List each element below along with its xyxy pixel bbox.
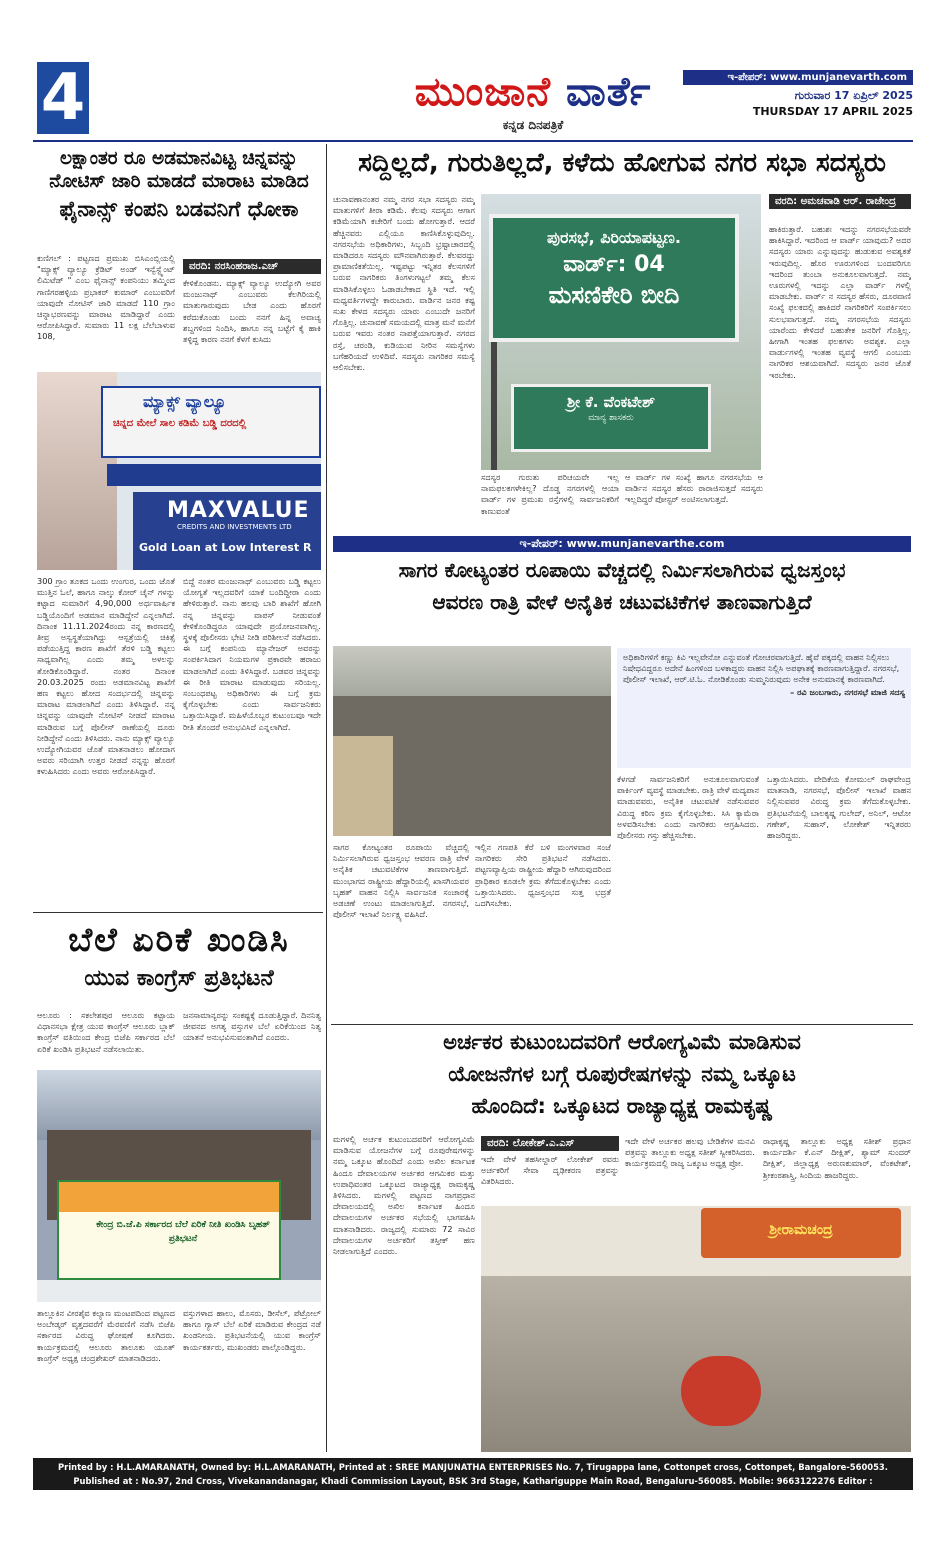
council-col-bottom-1: ಸದಸ್ಯರ ಗುರುತು ಪರಿಚಯವೇ ಇಲ್ಲ ನಾಮಫಲಕಗಳೇಕಿಲ್ಲ? ದೊಡ್ಡ ನಗರಗಳಲ್ಲಿ ಆಯಾ ವಾರ್ಡ್ ಗಳ ಪ್ರಮುಖ ರಸ್ತೆಗಳಲ್ಲಿ ಸಾರ್ವಜನಿಕರಿಗೆ ಕಾಣುವಂತೆ — [481, 472, 619, 516]
finance-col1-top: ಕುಣಿಗಲ್ : ಪಟ್ಟಣದ ಪ್ರಮುಖ ಬಿಸಿಎಂಬ್ಲಿಯಲ್ಲಿ "ಮ್ಯಾಕ್ಸ್ ವ್ಯಾಲ್ಯೂ ಕ್ರೆಡಿಟ್ ಅಂಡ್ ಇನ್ವೆಸ್ಟ್ಮೆಂಟ್ ಲಿಮಿಟೆಡ್ " ಎಂಬ ಫೈನಾನ್ಸ್ ಕಂಪನಿಯು ತಮ್ಮಿಂದ ಗಾಣಿಗರಹಳ್ಳಿಯ ಪ್ರಭಾಕರ್ ಕುಮಾರ್ ಎಂಬುವರಿಗೆ ಯಾವುದೇ ನೋಟಿಸ್ ಜಾರಿ ಮಾಡದೆ 110 ಗ್ರಾಂ ಚಿನ್ನಾಭರಣವನ್ನು ಮಾರಾಟ ಮಾಡಿದ್ದಾರೆ ಎಂದು ಆರೋಪಿಸಿದ್ದಾರೆ. ಸುಮಾರು 11 ಲಕ್ಷ ಬೆಲೆಬಾಳುವ 108, — [37, 253, 175, 342]
imprint-line-1: Printed by : H.L.AMARANATH, Owned by: H.L.AMARANATH, Printed at : SREE MANJUNATHA ENTERPRISES No. 7, Tirugappa lane, Cottonpet cross, Cottonpet, Bangalore-560053. — [58, 1462, 888, 1472]
header-rule — [33, 140, 913, 142]
flag-quote-source: – ರವಿ ಜಂಬಗಾರು, ನಗರಸಭೆ ಮಾಜಿ ಸದಸ್ಯ — [790, 687, 905, 697]
priest-col3: ಇದೇ ವೇಳೆ ಅರ್ಚಕರ ಹಲವು ಬೇಡಿಕೆಗಳ ಮನವಿ ಪತ್ರವನ್ನು ತಾಲ್ಲೂಕು ಅಧ್ಯಕ್ಷ ಸತೀಶ್ ಸ್ವೀಕರಿಸಿದರು. ಕಾರ್ಯಕ್ರಮದಲ್ಲಿ ರಾಜ್ಯ ಒಕ್ಕೂಟ ಅಧ್ಯಕ್ಷ ಪ್ರೋ. — [625, 1136, 755, 1169]
flag-col1: ಸಾಗರ ಕೋಟ್ಯಂತರ ರೂಪಾಯಿ ವೆಚ್ಚದಲ್ಲಿ ನಿರ್ಮಿಸಲಾಗಿರುವ ಧ್ವಜಸ್ತಂಭ ಆವರಣ ರಾತ್ರಿ ವೇಳೆ ಅನೈತಿಕ ಚಟುವಟಿಕೆಗಳ ತಾಣವಾಗುತ್ತಿದೆ. ಮುಂಭಾಗದ ರಾಷ್ಟ್ರೀಯ ಹೆದ್ದಾರಿಯಲ್ಲಿ ಖಾಸಗಿಯವರ ಬೃಹತ್ ವಾಹನ ನಿಲ್ಲಿಸಿ ಸಾರ್ವಜನಿಕ ಸಂಚಾರಕ್ಕೆ ಅಡಚಣೆ ಉಂಟು ಮಾಡಲಾಗುತ್ತಿದೆ. ನಗರಸಭೆ, ಪೊಲೀಸ್ ಇಲಾಖೆ ನಿರ್ಲಕ್ಷ್ಯ ವಹಿಸಿದೆ. — [333, 842, 469, 920]
newspaper-page — [33, 58, 913, 1500]
epaper-banner[interactable]: ಇ-ಪೇಪರ್: www.munjanevarthe.com — [333, 536, 911, 552]
masthead — [393, 68, 673, 118]
banner-text: ಕೇಂದ್ರ ಬಿ.ಜೆ.ಪಿ ಸರ್ಕಾರದ ಬೆಲೆ ಏರಿಕೆ ನೀತಿ ಖಂಡಿಸಿ ಬೃಹತ್ ಪ್ರತಿಭಟನೆ — [96, 1220, 270, 1244]
council-photo — [481, 194, 761, 470]
flag-photo — [333, 646, 611, 836]
protest-banner — [57, 1180, 281, 1280]
areca-headline-1: ಬೆಲೆ ಏರಿಕೆ ಖಂಡಿಸಿ — [68, 920, 290, 959]
imprint-line-2: Published at : No.97, 2nd Cross, Vivekanandanagar, Khadi Commission Layout, BSK 3rd Stage, Kathariguppe Main Road, Bengaluru-560085. Mobile: 9663122276 Editor : H.L.AMARANATH — [73, 1476, 873, 1500]
photo-foreground — [37, 1280, 321, 1302]
flag-quote — [617, 648, 911, 768]
priest-headline-2: ಯೋಜನೆಗಳ ಬಗ್ಗೆ ರೂಪುರೇಷಗಳನ್ನು ನಮ್ಮ ಒಕ್ಕೂಟ — [448, 1062, 796, 1086]
photo-sign-text-1: ಮ್ಯಾಕ್ಸ್ ವ್ಯಾಲ್ಯೂ — [143, 392, 227, 411]
masthead-title-b: ವಾರ್ತೆ — [565, 68, 652, 115]
finance-headline-2: ನೋಟಿಸ್ ಜಾರಿ ಮಾಡದೆ ಮಾರಾಟ ಮಾಡಿದ — [49, 170, 309, 192]
finance-col2-bottom: ಬಿದ್ದೆ ನಂತರ ಮಂಜುನಾಥ್ ಎಂಬುವರು ಬಡ್ಡಿ ಕಟ್ಟಲು ಯೋಗ್ಯತೆ ಇಲ್ಲದವರಿಗೆ ಯಾಕೆ ಬಂದಿದ್ದೀರಾ ಎಂದು ಹೇಳಿರುತ್ತಾರೆ. ನಾನು ಹಲವು ಬಾರಿ ಶಾಖೆಗೆ ಹೋಗಿ ನನ್ನ ಚಿನ್ನವನ್ನು ವಾಪಸ್ ನೀಡುವಂತೆ ಕೇಳಿಕೊಂಡಿದ್ದರೂ ಯಾವುದೇ ಪ್ರಯೋಜನವಾಗಿಲ್ಲ. ಸ್ಥಳಕ್ಕೆ ಪೊಲೀಸರು ಭೇಟಿ ನೀಡಿ ಪರಿಶೀಲನೆ ನಡೆಸಿದರು. ಈ ಬಗ್ಗೆ ಕಂಪನಿಯ ಮ್ಯಾನೇಜರ್ ಅವರನ್ನು ಸಂಪರ್ಕಿಸಿದಾಗ ನಿಯಮಗಳ ಪ್ರಕಾರವೇ ಹರಾಜು ಮಾಡಲಾಗಿದೆ ಎಂದು ತಿಳಿಸಿದ್ದಾರೆ. ಬಡವರ ಚಿನ್ನವನ್ನು ಈ ರೀತಿ ಮಾರಾಟ ಮಾಡುವುದು ಸರಿಯಲ್ಲ. ಸಂಬಂಧಪಟ್ಟ ಅಧಿಕಾರಿಗಳು ಈ ಬಗ್ಗೆ ಕ್ರಮ ಕೈಗೊಳ್ಳಬೇಕು ಎಂದು ಸಾರ್ವಜನಿಕರು ಒತ್ತಾಯಿಸಿದ್ದಾರೆ. ಮಹಿಳೆಯೊಬ್ಬರ ಕುಟುಂಬವೂ ಇದೇ ರೀತಿ ತೊಂದರೆ ಅನುಭವಿಸಿದೆ ಎನ್ನಲಾಗಿದೆ. — [183, 576, 321, 732]
masthead-tagline: ಕನ್ನಡ ದಿನಪತ್ರಿಕೆ — [502, 118, 564, 132]
ward-sign-text-2: ವಾರ್ಡ್: 04 — [563, 252, 665, 277]
section-rule — [33, 912, 323, 913]
flag-headline-1: ಸಾಗರ ಕೋಟ್ಯಂತರ ರೂಪಾಯಿ ವೆಚ್ಚದಲ್ಲಿ ನಿರ್ಮಿಸಲಾಗಿರುವ ಧ್ವಜಸ್ತಂಭ — [398, 558, 846, 582]
photo-sign-upper — [101, 386, 321, 458]
photo-sign-text-2: ಚಿನ್ನದ ಮೇಲೆ ಸಾಲ ಕಡಿಮೆ ಬಡ್ಡಿ ದರದಲ್ಲಿ — [113, 418, 247, 429]
imprint-footer — [33, 1458, 913, 1500]
photo-sign-text-4: CREDITS AND INVESTMENTS LTD — [177, 523, 292, 531]
masthead-title-a: ಮುಂಜಾನೆ — [414, 68, 552, 115]
council-col-right: ಹಾಕಿರುತ್ತಾರೆ. ಬಹುಶಃ ಇದನ್ನು ನಗರಸಭೆಯವರೇ ಹಾಕಿಸಿದ್ದಾರೆ. ಇದರಿಂದ ಆ ವಾರ್ಡ್ ಯಾವುದು? ಅದರ ಸದಸ್ಯರು ಯಾರು ಎನ್ನುವುದನ್ನು ಹುಡುಕುವ ಅವಶ್ಯಕತೆ ಇರುವುದಿಲ್ಲ. ಹೊರ ಊರುಗಳಿಂದ ಬಂದವರಿಗೂ ಇದರಿಂದ ತುಂಬಾ ಅನುಕೂಲವಾಗುತ್ತದೆ. ನಮ್ಮ ಊರುಗಳಲ್ಲಿ ಇದನ್ನು ಎಲ್ಲಾ ವಾರ್ಡ್ ಗಳಲ್ಲಿ ಮಾಡಬೇಕು. ವಾರ್ಡ್ ನ ಸದಸ್ಯರ ಹೆಸರು, ದೂರವಾಣಿ ಸಂಖ್ಯೆ ಫಲಕದಲ್ಲಿ ಹಾಕಿದರೆ ನಾಗರಿಕರಿಗೆ ಸಂಪರ್ಕಿಸಲು ಸುಲಭವಾಗುತ್ತದೆ. ನಮ್ಮ ನಗರಸಭೆಯ ಸದಸ್ಯರು ಯಾರೆಂದು ಕೇಳಿದರೆ ಬಹುತೇಕ ಜನರಿಗೆ ಗೊತ್ತಿಲ್ಲ. ಹೀಗಾಗಿ ಇಂತಹ ಫಲಕಗಳು ಅವಶ್ಯಕ. ಎಲ್ಲಾ ವಾರ್ಡುಗಳಲ್ಲಿ ಇಂತಹ ವ್ಯವಸ್ಥೆ ಆಗಲಿ ಎಂಬುದು ನಾಗರಿಕರ ಆಶಯವಾಗಿದೆ. ಸದಸ್ಯರು ಜನರ ಜೊತೆ ಇರಬೇಕು. — [769, 224, 911, 380]
finance-article — [37, 148, 321, 223]
date-english: THURSDAY 17 APRIL 2025 — [752, 105, 913, 118]
priest-col2: ಇದೇ ವೇಳೆ ತಹಸೀಲ್ದಾರ್ ಲೋಕೇಶ್ ರವರು ಅರ್ಚಕರಿಗೆ ಸೇವಾ ದೃಢೀಕರಣ ಪತ್ರವನ್ನು ವಿತರಿಸಿದರು. — [481, 1154, 619, 1187]
photo-sign-text-5: Gold Loan at Low Interest R — [139, 541, 312, 554]
council-headline: ಸದ್ದಿಲ್ಲದೆ, ಗುರುತಿಲ್ಲದೆ, ಕಳೆದು ಹೋಗುವ ನಗರ ಸಭಾ ಸದಸ್ಯರು — [358, 148, 886, 178]
photo-sign-text-3: MAXVALUE — [167, 498, 310, 523]
photo-garland — [681, 1356, 761, 1426]
council-byline: ವರದಿ: ಅಮಚವಾಡಿ ಆರ್. ರಾಜೇಂದ್ರ — [769, 194, 911, 209]
photo-temple-banner — [701, 1208, 901, 1258]
photo-temple-banner-text: ಶ್ರೀರಾಮಚಂದ್ರ — [769, 1222, 833, 1238]
flag-col3: ಕೆಳಗಡೆ ಸಾರ್ವಜನಿಕರಿಗೆ ಅನುಕೂಲವಾಗುವಂತೆ ಪಾರ್ಕಿಂಗ್ ವ್ಯವಸ್ಥೆ ಮಾಡಬೇಕು. ರಾತ್ರಿ ವೇಳೆ ಮದ್ಯಪಾನ ಮಾಡುವವರು, ಅನೈತಿಕ ಚಟುವಟಿಕೆ ನಡೆಸುವವರ ವಿರುದ್ಧ ಕಠಿಣ ಕ್ರಮ ಕೈಗೊಳ್ಳಬೇಕು. ಸಿಸಿ ಕ್ಯಾಮೆರಾ ಅಳವಡಿಸಬೇಕು ಎಂದು ನಾಗರಿಕರು ಆಗ್ರಹಿಸಿದರು. ಪೊಲೀಸರು ಗಸ್ತು ಹೆಚ್ಚಿಸಬೇಕು. — [617, 774, 759, 841]
areca-col3: ತಾಲ್ಲೂಕಿನ ವೀರಶೈವ ಕಲ್ಯಾಣ ಮಂಟಪದಿಂದ ಪಟ್ಟಣದ ಅಂಬೇಡ್ಕರ್ ವೃತ್ತದವರೆಗೆ ಮೆರವಣಿಗೆ ನಡೆಸಿ ಬಿಜೆಪಿ ಸರ್ಕಾರದ ವಿರುದ್ಧ ಘೋಷಣೆ ಕೂಗಿದರು. ಕಾರ್ಯಕ್ರಮದಲ್ಲಿ ಆಲೂರು ತಾಲೂಕು ಯೂತ್ ಕಾಂಗ್ರೆಸ್ ಅಧ್ಯಕ್ಷ ಚಂದ್ರಶೇಖರ್ ಮಾತನಾಡಿದರು. — [37, 1308, 175, 1363]
banner-header — [59, 1182, 279, 1212]
flag-col4: ಒತ್ತಾಯಿಸಿದರು. ವೇದಿಕೆಯ ಕೋಮುಲ್ ರಾಘವೇಂದ್ರ ಮಾತನಾಡಿ, ನಗರಸಭೆ, ಪೊಲೀಸ್ ಇಲಾಖೆ ವಾಹನ ನಿಲ್ಲಿಸುವವರ ವಿರುದ್ಧ ಕ್ರಮ ತೆಗೆದುಕೊಳ್ಳಬೇಕು. ಪ್ರತಿಭಟನೆಯಲ್ಲಿ ಬಾಲಕೃಷ್ಣ ಗುಲೇದ್, ಅನಿಲ್, ಆಟೋ ಗಣೇಶ್, ಸುಹಾಸ್, ಲೋಕೇಶ್ ಇನ್ನಿತರರು ಹಾಜರಿದ್ದರು. — [767, 774, 911, 841]
mla-sign-text-1: ಶ್ರೀ ಕೆ. ವೆಂಕಟೇಶ್ — [566, 393, 656, 411]
photo-arrow-band — [107, 464, 321, 486]
council-col1: ಚುನಾವಣಾನಂತರ ನಮ್ಮ ನಗರ ಸಭಾ ಸದಸ್ಯರು ನಮ್ಮ ಮಾತುಗಳಿಗೆ ತೀರಾ ಕಡಿಮೆ. ಕೆಲವು ಸದಸ್ಯರು ಆಗಾಗ ಕಡಿಮೆಯಾಗಿ ಕಚೇರಿಗೆ ಬಂದು ಹೋಗುತ್ತಾರೆ. ಆದರೆ ಹೆಚ್ಚಿನವರು ಎಲ್ಲಿಯೂ ಕಾಣಿಸಿಕೊಳ್ಳುವುದಿಲ್ಲ. ನಗರಸಭೆಯ ಅಧಿಕಾರಿಗಳು, ಸಿಬ್ಬಂದಿ ಭ್ರಷ್ಟಾಚಾರದಲ್ಲಿ ಮಾಡಿದರೂ ಸದಸ್ಯರು ಮೌನವಾಗಿರುತ್ತಾರೆ. ಕೆಲವರದ್ದು ಪ್ರಾಮಾಣಿಕತೆಯಿಲ್ಲ. ಇಷ್ಟಪಟ್ಟು ಇನ್ನಿತರ ಕೆಲಸಗಳಿಗೆ ಬರುವ ನಾಗರಿಕರು ತಿಂಗಳುಗಟ್ಟಲೆ ತಮ್ಮ ಕೆಲಸ ಮಾಡಿಸಿಕೊಳ್ಳಲು ಓಡಾಡಬೇಕಾದ ಸ್ಥಿತಿ ಇದೆ. ಇಲ್ಲಿ ಮಧ್ಯವರ್ತಿಗಳದ್ದೇ ಕಾರುಬಾರು. ವಾರ್ಡಿನ ಜನರ ಕಷ್ಟ ಸುಖ ಕೇಳದ ಸದಸ್ಯರು ಯಾರು ಎಂಬುದೇ ಜನರಿಗೆ ಗೊತ್ತಿಲ್ಲ. ಚುನಾವಣೆ ಸಮಯದಲ್ಲಿ ಮಾತ್ರ ಮನೆ ಮನೆಗೆ ಬರುವ ಇವರು ನಂತರ ನಾಪತ್ತೆಯಾಗುತ್ತಾರೆ. ನಗರದ ರಸ್ತೆ, ಚರಂಡಿ, ಕುಡಿಯುವ ನೀರಿನ ಸಮಸ್ಯೆಗಳು ಬಗೆಹರಿಯದೆ ಉಳಿದಿವೆ. ಸದಸ್ಯರು ನಾಗರಿಕರ ಸಮಸ್ಯೆ ಆಲಿಸಬೇಕು. — [333, 194, 475, 373]
header-info — [683, 70, 913, 118]
finance-byline: ವರದಿ: ನರಸಿಂಹರಾಜ.ಎಚ್ — [183, 259, 321, 274]
finance-headline-1: ಲಕ್ಷಾಂತರ ರೂ ಅಡಮಾನವಿಟ್ಟ ಚಿನ್ನವನ್ನು — [60, 148, 298, 169]
sign-pole — [491, 342, 497, 470]
photo-sign-lower — [133, 492, 321, 570]
areca-col4: ವಸ್ತುಗಳಾದ ಹಾಲು, ಮೊಸರು, ಡೀಸೆಲ್, ಪೆಟ್ರೋಲ್ ಹಾಗೂ ಗ್ಯಾಸ್ ಬೆಲೆ ಏರಿಕೆ ಮಾಡಿರುವ ಕೇಂದ್ರದ ನಡೆ ಖಂಡನೀಯ. ಪ್ರತಿಭಟನೆಯಲ್ಲಿ ಯುವ ಕಾಂಗ್ರೆಸ್ ಕಾರ್ಯಕರ್ತರು, ಮುಖಂಡರು ಪಾಲ್ಗೊಂಡಿದ್ದರು. — [183, 1308, 321, 1352]
areca-photo — [37, 1070, 321, 1302]
finance-headline-3: ಫೈನಾನ್ಸ್ ಕಂಪನಿ ಬಡವನಿಗೆ ಧೋಕಾ — [59, 197, 299, 222]
epaper-link[interactable]: ಇ-ಪೇಪರ್: www.munjanevarth.com — [683, 70, 913, 85]
date-kannada: ಗುರುವಾರ 17 ಏಪ್ರಿಲ್ 2025 — [794, 89, 913, 102]
ward-sign-text-1: ಪುರಸಭೆ, ಪಿರಿಯಾಪಟ್ಟಣ. — [547, 228, 681, 247]
mla-sign-text-2: ಮಾನ್ಯ ಶಾಸಕರು — [588, 413, 634, 423]
priest-photo — [481, 1206, 911, 1452]
finance-col2-top: ಕೇಳಿಕೊಂಡನು. ಮ್ಯಾಕ್ಸ್ ವ್ಯಾಲ್ಯೂ ಉದ್ಯೋಗಿ ಅವರ ಮಂಜುನಾಥ್ ಎಂಬುವರು ಕೆಲಗಿರಿಯಲ್ಲಿ ಮಾತುಗಾರುವುದು ಬೇಡ ಎಂದು ಹೊರಗೆ ಕರೆದುಕೊಂಡು ಬಂದು ನನಗೆ ಹಿನ್ನ ಅವಾಚ್ಯ ಶಬ್ದಗಳಿಂದ ನಿಂದಿಸಿ, ಹಾಗೂ ನನ್ನ ಬಟ್ಟೆಗೆ ಕೈ ಹಾಕಿ ತಳ್ಳಿದ್ದ ಕಾರಣ ನನಗೆ ಕೆಳಗೆ ಕುಸಿದು — [183, 278, 321, 345]
priest-headline-3: ಹೊಂದಿದೆ: ಒಕ್ಕೂಟದ ರಾಜ್ಯಾಧ್ಯಕ್ಷ ರಾಮಕೃಷ್ಣ — [471, 1094, 773, 1118]
ward-sign — [489, 214, 739, 342]
page-number: 4 — [37, 62, 89, 134]
ward-sign-text-3: ಮಸಣಿಕೇರಿ ಬೀದಿ — [548, 281, 680, 309]
areca-article — [37, 920, 321, 993]
photo-police — [333, 736, 393, 836]
council-col-bottom-2: ಆ ವಾರ್ಡ್ ಗಳ ಸಂಖ್ಯೆ ಹಾಗೂ ನಗರಸಭೆಯ ಆ ವಾರ್ಡಿನ ಸದಸ್ಯರ ಹೆಸರು ರಾರಾಜಿಸುತ್ತದೆ ಸದಸ್ಯರು ಇಲ್ಲದಿದ್ದರೆ ಪೋಸ್ಟರ್ ಅಂಟಿಸಲಾಗುತ್ತದೆ. — [625, 472, 763, 505]
section-rule-2 — [331, 1024, 913, 1025]
priest-col1: ಮಗಳಲ್ಲಿ ಅರ್ಚಕ ಕುಟುಂಬದವರಿಗೆ ಆರೋಗ್ಯವಿಮೆ ಮಾಡಿಸುವ ಯೋಜನೆಗಳ ಬಗ್ಗೆ ರೂಪುರೇಷಗಳನ್ನು ನಮ್ಮ ಒಕ್ಕೂಟ ಹೊಂದಿದೆ ಎಂದು ಅಖಿಲ ಕರ್ನಾಟಕ ಹಿಂದೂ ದೇವಾಲಯಗಳ ಅರ್ಚಕರ ಆಗಮಿಕರ ಮತ್ತು ಉಪಾಧಿವಂತರ ಒಕ್ಕೂಟದ ರಾಜ್ಯಾಧ್ಯಕ್ಷ ರಾಮಕೃಷ್ಣ ತಿಳಿಸಿದರು. ಮಗಳಲ್ಲಿ ಪಟ್ಟಣದ ನಾಗಪ್ರಧಾನ ದೇವಾಲಯದಲ್ಲಿ ಅಖಿಲ ಕರ್ನಾಟಕ ಹಿಂದೂ ದೇವಾಲಯಗಳ ಅರ್ಚಕರ ಸಭೆಯಲ್ಲಿ ಭಾಗವಹಿಸಿ ಮಾತನಾಡಿದರು. ರಾಜ್ಯದಲ್ಲಿ ಸುಮಾರು 72 ಸಾವಿರ ದೇವಾಲಯಗಳ ಅರ್ಚಕರಿಗೆ ತಸ್ತೀಕ್ ಹಣ ನೀಡಲಾಗುತ್ತಿದೆ ಎಂದರು. — [333, 1134, 475, 1257]
flag-headline-2: ಆವರಣ ರಾತ್ರಿ ವೇಳೆ ಅನೈತಿಕ ಚಟುವಟಿಕೆಗಳ ತಾಣವಾಗುತ್ತಿದೆ — [432, 590, 812, 614]
areca-col1: ಆಲೂರು : ಸಕಲೇಶಪುರ ಆಲೂರು ಕಟ್ಟಾಯ ವಿಧಾನಸಭಾ ಕ್ಷೇತ್ರ ಯುವ ಕಾಂಗ್ರೆಸ್ ಆಲೂರು ಬ್ಲಾಕ್ ಕಾಂಗ್ರೆಸ್ ವತಿಯಿಂದ ಕೇಂದ್ರ ಬಿಜೆಪಿ ಸರ್ಕಾರದ ಬೆಲೆ ಏರಿಕೆ ಖಂಡಿಸಿ ಪ್ರತಿಭಟನೆ ನಡೆಸಲಾಯಿತು. — [37, 1010, 175, 1054]
finance-photo — [37, 372, 321, 570]
flag-quote-text: ಅಧಿಕಾರಿಗಳಿಗೆ ಕಣ್ಣು ಕಿವಿ ಇಲ್ಲವೇನೋ ಎನ್ನುವಂತೆ ಗೋಚರವಾಗುತ್ತಿದೆ. ಹೈವೆ ಪಕ್ಕದಲ್ಲಿ ವಾಹನ ನಿಲ್ಲಿಸಲು ನಿಷೇಧವಿದ್ದರೂ ಅದೇನೆ ಹಿಂಗಳಿಂದ ಬಳಕಾದ್ದರು ವಾಹನ ನಿಲ್ಲಿಸಿ ಅಪಘಾತಕ್ಕೆ ಕಾರಣವಾಗುತ್ತಿದ್ದಾರೆ. ನಗರಸಭೆ, ಪೊಲೀಸ್ ಇಲಾಖೆ, ಆರ್.ಟಿ.ಓ. ನೋಡಿಕೊಂಡು ಸುಮ್ಮನಿರುವುದು ಅನೇಕ ಅನುಮಾನಕ್ಕೆ ಕಾರಣವಾಗಿದೆ. — [623, 652, 900, 684]
priest-headline-1: ಅರ್ಚಕರ ಕುಟುಂಬದವರಿಗೆ ಆರೋಗ್ಯವಿಮೆ ಮಾಡಿಸುವ — [443, 1030, 801, 1054]
areca-col2: ಜನಸಾಮಾನ್ಯರನ್ನು ಸಂಕಷ್ಟಕ್ಕೆ ದೂಡುತ್ತಿದ್ದಾರೆ. ದಿನನಿತ್ಯ ಜೀವನದ ಅಗತ್ಯ ವಸ್ತುಗಳ ಬೆಲೆ ಏರಿಕೆಯಿಂದ ನಿತ್ಯ ಯಾತನೆ ಅನುಭವಿಸುವಂತಾಗಿದೆ ಎಂದರು. — [183, 1010, 321, 1043]
mla-sign — [511, 384, 711, 452]
priest-col4: ರಾಧಾಕೃಷ್ಣ ತಾಲ್ಲೂಕು ಅಧ್ಯಕ್ಷ ಸತೀಶ್ ಪ್ರಧಾನ ಕಾರ್ಯದರ್ಶಿ ಕೆ.ಎನ್ ದೀಕ್ಷಿತ್, ಶ್ಯಾಮ್ ಸುಂದರ್ ದೀಕ್ಷಿತ್, ಜಿಲ್ಲಾಧ್ಯಕ್ಷ ಅರುಣಕುಮಾರ್, ವೆಂಕಟೇಶ್, ಶ್ರೀಕಂಠಶಾಸ್ತ್ರಿ, ಸಿಂದಿಯ ಹಾಜರಿದ್ದರು. — [763, 1136, 911, 1180]
flag-col2: ಇಲ್ಲಿನ ಗಣಪತಿ ಕೆರೆ ಬಳಿ ಮಂಗಳವಾರ ಸಂಜೆ ನಾಗರಿಕರು ಸೇರಿ ಪ್ರತಿಭಟನೆ ನಡೆಸಿದರು. ಪಟ್ಟಣವ್ಯಾಪ್ತಿಯ ರಾಷ್ಟ್ರೀಯ ಹೆದ್ದಾರಿ ಆಗಿರುವುದರಿಂದ ಪ್ರಾಧಿಕಾರ ಕೂಡಲೇ ಕ್ರಮ ತೆಗೆದುಕೊಳ್ಳಬೇಕು ಎಂದು ಒತ್ತಾಯಿಸಿದರು. ಧ್ವಜಸ್ತಂಭದ ಸುತ್ತ ಭದ್ರತೆ ಒದಗಿಸಬೇಕು. — [475, 842, 611, 909]
finance-col1-bottom: 300 ಗ್ರಾಂ ತೂಕದ ಒಂದು ಉಂಗುರ, ಒಂದು ಜೊತೆ ಮುತ್ತಿನ ಓಲೆ, ಹಾಗೂ ನಾಲ್ಕು ಕೋರ್ ಚೈನ್ ಗಳನ್ನು ಕಟ್ಟಾದ ಸುಮಾರಿಗೆ 4,90,000 ಅರ್ಧವಾರ್ಷಿಕ ಬಡ್ಡಿಯೊಂದಿಗೆ ಅಡಮಾನ ಮಾಡಿದ್ದೇನೆ ಎನ್ನಲಾಗಿದೆ. ದಿನಾಂಕ 11.11.2024ರಂದು ನನ್ನ ಕಾರಣದಲ್ಲಿ ತೀವ್ರ ಅಸ್ವಸ್ಥತೆಯಾಗಿದ್ದು ಆಸ್ಪತ್ರೆಯಲ್ಲಿ ಚಿಕಿತ್ಸೆ ಪಡೆಯುತ್ತಿದ್ದ ಕಾರಣ ಶಾಖೆಗೆ ತೆರಳಿ ಬಡ್ಡಿ ಕಟ್ಟಲು ಸಾಧ್ಯವಾಗಿಲ್ಲ ಎಂದು ತಮ್ಮ ಅಳಲನ್ನು ತೋಡಿಕೊಂಡಿದ್ದಾರೆ. ನಂತರ ದಿನಾಂಕ 20.03.2025 ರಂದು ಅಡಮಾನವಿಟ್ಟ ಶಾಖೆಗೆ ಹಣ ಕಟ್ಟಲು ಹೋದ ಸಂದರ್ಭದಲ್ಲಿ ಚಿನ್ನವನ್ನು ಮಾರಾಟ ಮಾಡಲಾಗಿದೆ ಎಂದು ತಿಳಿಸಿದ್ದಾರೆ. ನನ್ನ ಚಿನ್ನವನ್ನು ಯಾವುದೇ ನೋಟಿಸ್ ನೀಡದೆ ಮಾರಾಟ ಮಾಡಿರುವ ಬಗ್ಗೆ ಪೊಲೀಸ್ ಠಾಣೆಯಲ್ಲಿ ದೂರು ನೀಡಿದ್ದೇನೆ ಎಂದು ತಿಳಿಸಿದರು. ನಾನು ಮ್ಯಾಕ್ಸ್ ವ್ಯಾಲ್ಯೂ ಉದ್ಯೋಗಿಯವರ ಜೊತೆ ಮಾತನಾಡಲು ಹೋದಾಗ ಅವರು ಸರಿಯಾಗಿ ಉತ್ತರ ನೀಡದೆ ನನ್ನನ್ನು ಹೊರಗೆ ಕಳುಹಿಸಿದರು ಎಂದು ಅವರು ಆರೋಪಿಸಿದ್ದಾರೆ. — [37, 576, 175, 777]
priest-byline: ವರದಿ: ಲೋಕೇಶ್.ಎ.ಎಸ್ — [481, 1136, 619, 1151]
column-divider — [326, 144, 327, 1452]
areca-headline-2: ಯುವ ಕಾಂಗ್ರೆಸ್ ಪ್ರತಿಭಟನೆ — [84, 966, 274, 992]
